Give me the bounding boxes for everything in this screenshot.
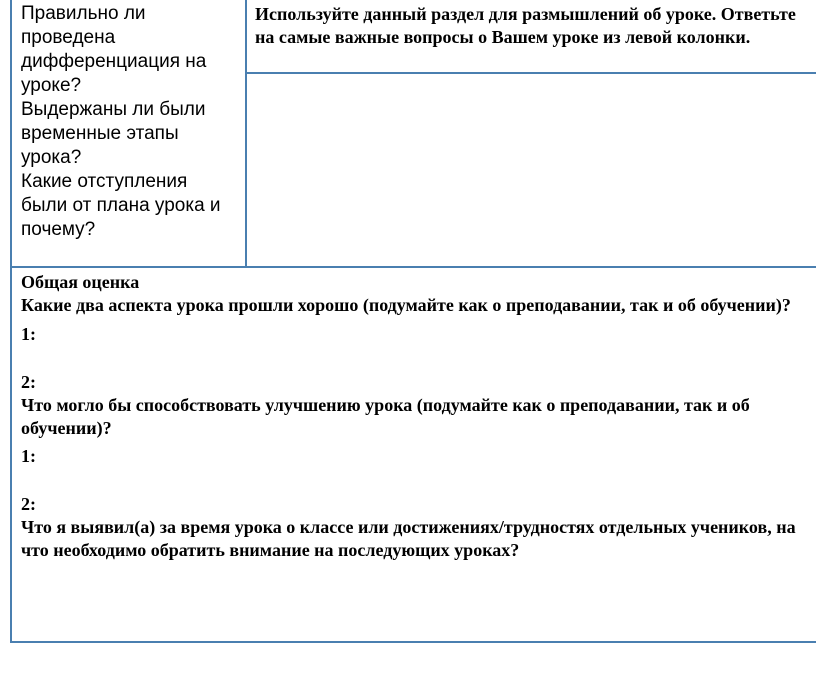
left-line: дифференциация на bbox=[21, 51, 207, 72]
left-line: Правильно ли bbox=[21, 3, 146, 24]
answer-label: 2: bbox=[21, 494, 36, 514]
left-line: проведена bbox=[21, 27, 116, 48]
left-line: уроке? bbox=[21, 75, 82, 96]
left-questions-cell bbox=[12, 0, 247, 268]
left-line: были от плана урока и bbox=[21, 195, 221, 216]
reflection-answer-area[interactable] bbox=[247, 74, 816, 268]
answer-label: 1: bbox=[21, 446, 36, 466]
answer-label: 2: bbox=[21, 372, 36, 392]
left-line: Выдержаны ли были bbox=[21, 99, 206, 120]
left-line: Какие отступления bbox=[21, 171, 188, 192]
reflection-instructions-cell bbox=[247, 0, 816, 74]
left-line: урока? bbox=[21, 147, 82, 168]
reflection-table bbox=[10, 0, 816, 643]
question-improvement: Что могло бы способствовать улучшению урока (подумайте как о преподавании, так и об обучении)? bbox=[21, 395, 750, 438]
overall-assessment-cell bbox=[12, 268, 816, 641]
overall-heading: Общая оценка bbox=[21, 272, 140, 292]
question-went-well: Какие два аспекта урока прошли хорошо (подумайте как о преподавании, так и об обучении)? bbox=[21, 295, 791, 315]
left-line: временные этапы bbox=[21, 123, 179, 144]
reflection-instructions: Используйте данный раздел для размышлений об уроке. Ответьте на самые важные вопросы о Вашем уроке из левой колонки. bbox=[255, 4, 796, 47]
left-line: почему? bbox=[21, 219, 96, 240]
question-learned: Что я выявил(а) за время урока о классе или достижениях/трудностях отдельных учеников, на что необходимо обратить внимание на последующих уроках? bbox=[21, 517, 796, 560]
answer-label: 1: bbox=[21, 324, 36, 344]
